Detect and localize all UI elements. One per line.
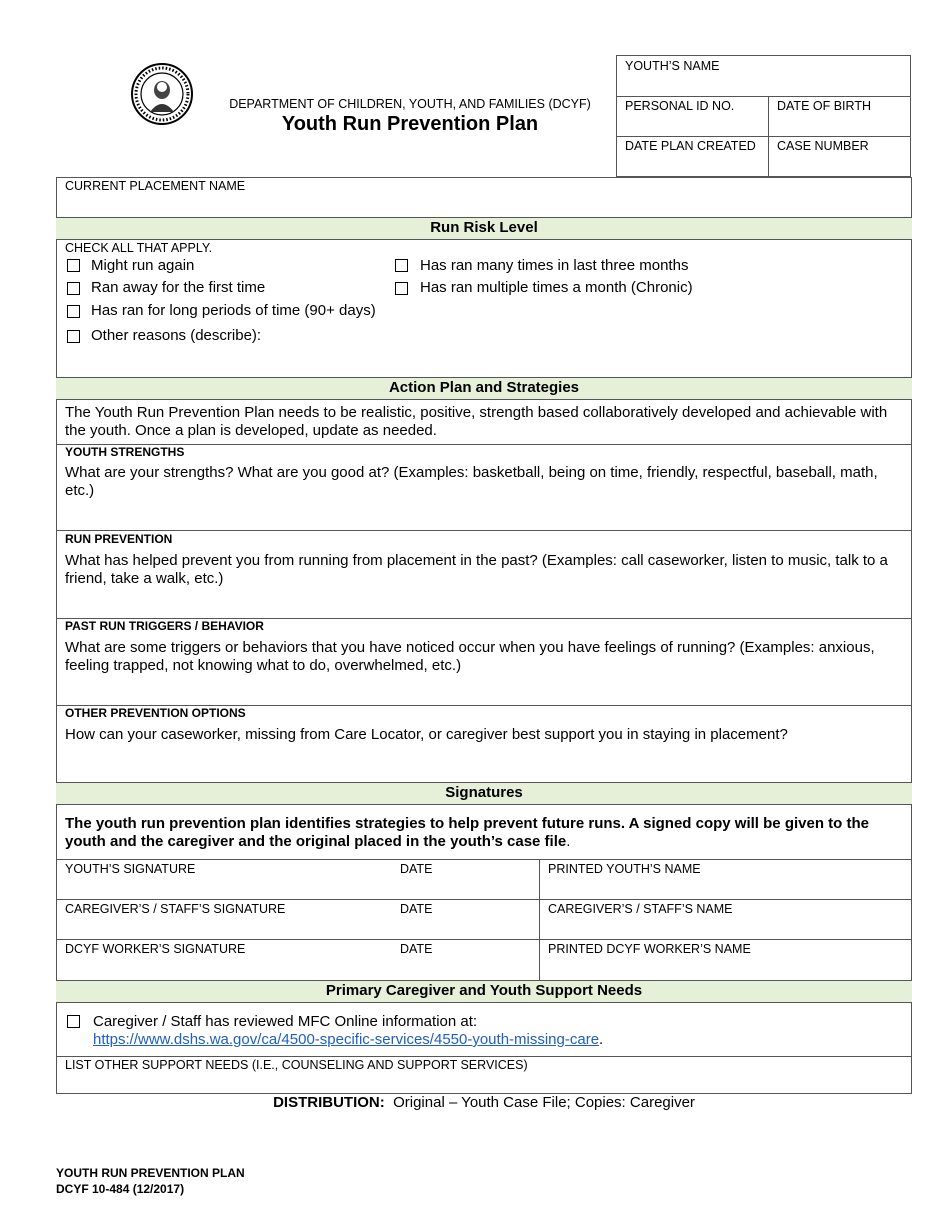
past-triggers-heading: PAST RUN TRIGGERS / BEHAVIOR: [65, 619, 264, 633]
other-options-heading: OTHER PREVENTION OPTIONS: [65, 706, 246, 720]
other-reasons-checkbox[interactable]: [67, 330, 80, 343]
state-seal-icon: [130, 62, 194, 126]
many-times-checkbox[interactable]: [395, 259, 408, 272]
case-number-field[interactable]: CASE NUMBER: [777, 139, 869, 153]
page-title: Youth Run Prevention Plan: [281, 113, 539, 135]
action-plan-header: [56, 377, 912, 400]
support-needs-header: [56, 980, 912, 1003]
other-support-needs-field[interactable]: LIST OTHER SUPPORT NEEDS (I.E., COUNSELING AND SUPPORT SERVICES): [65, 1058, 528, 1072]
signatures-statement-bold: The youth run prevention plan identifies strategies to help prevent future runs. A signed copy will be given to the youth and the caregiver and the original placed in the youth’s case file: [65, 815, 869, 850]
other-options-question[interactable]: How can your caseworker, missing from Care Locator, or caregiver best support you in staying in placement?: [65, 726, 788, 743]
action-plan-intro: The Youth Run Prevention Plan needs to be realistic, positive, strength based collaboratively developed and achievable with the youth. Once a plan is developed, update as needed.: [65, 404, 888, 439]
signatures-title: Signatures: [445, 784, 523, 801]
signatures-header: [56, 782, 912, 805]
youth-signature-date-field[interactable]: DATE: [400, 862, 433, 876]
date-plan-created-field[interactable]: DATE PLAN CREATED: [625, 139, 756, 153]
department-name: DEPARTMENT OF CHILDREN, YOUTH, AND FAMILIES (DCYF): [229, 97, 591, 111]
past-triggers-question[interactable]: What are some triggers or behaviors that you have noticed occur when you have feelings of running? (Examples: anxious, feeling trapped, not knowing what to do, overwhelmed, etc.): [65, 639, 875, 674]
other-reasons-label: Other reasons (describe):: [91, 327, 262, 344]
youth-strengths-question[interactable]: What are your strengths? What are you good at? (Examples: basketball, being on time, friendly, respectful, baseball, math, etc.): [65, 464, 878, 499]
mfc-reviewed-label: Caregiver / Staff has reviewed MFC Online information at:: [93, 1013, 478, 1030]
distribution-text: Original – Youth Case File; Copies: Caregiver: [393, 1094, 695, 1111]
might-run-again-checkbox[interactable]: [67, 259, 80, 272]
might-run-again-label: Might run again: [91, 257, 195, 274]
current-placement-field[interactable]: CURRENT PLACEMENT NAME: [65, 179, 246, 193]
footer-form-number: DCYF 10-484 (12/2017): [56, 1182, 185, 1196]
footer-form-name: YOUTH RUN PREVENTION PLAN: [56, 1166, 245, 1180]
youths-name-field[interactable]: YOUTH’S NAME: [625, 59, 720, 73]
youth-signature-field[interactable]: YOUTH’S SIGNATURE: [65, 862, 196, 876]
youth-strengths-heading: YOUTH STRENGTHS: [65, 445, 185, 459]
mfc-online-link[interactable]: https://www.dshs.wa.gov/ca/4500-specific-services/4550-youth-missing-care: [93, 1031, 600, 1048]
mfc-reviewed-checkbox[interactable]: [67, 1015, 80, 1028]
support-needs-title: Primary Caregiver and Youth Support Needs: [325, 982, 643, 999]
caregiver-name-field[interactable]: CAREGIVER’S / STAFF’S NAME: [548, 902, 733, 916]
caregiver-signature-date-field[interactable]: DATE: [400, 902, 433, 916]
mfc-link-line: [93, 1031, 603, 1049]
personal-id-field[interactable]: PERSONAL ID NO.: [625, 99, 735, 113]
ran-first-time-checkbox[interactable]: [67, 282, 80, 295]
check-all-instruction: CHECK ALL THAT APPLY.: [65, 241, 213, 255]
dcyf-worker-signature-field[interactable]: DCYF WORKER’S SIGNATURE: [65, 942, 246, 956]
run-prevention-question[interactable]: What has helped prevent you from running from placement in the past? (Examples: call caseworker, listen to music, talk to a friend, take a walk, etc.): [65, 552, 888, 587]
printed-dcyf-worker-name-field[interactable]: PRINTED DCYF WORKER’S NAME: [548, 942, 751, 956]
run-prevention-heading: RUN PREVENTION: [65, 532, 173, 546]
signatures-statement-end: .: [566, 833, 571, 850]
chronic-label: Has ran multiple times a month (Chronic): [420, 279, 693, 296]
distribution: [56, 1094, 912, 1112]
id-box: [616, 55, 911, 177]
long-periods-checkbox[interactable]: [67, 305, 80, 318]
ran-first-time-label: Ran away for the first time: [91, 279, 266, 296]
dcyf-worker-signature-date-field[interactable]: DATE: [400, 942, 433, 956]
long-periods-label: Has ran for long periods of time (90+ days): [91, 302, 376, 319]
run-risk-title: Run Risk Level: [430, 219, 538, 236]
many-times-label: Has ran many times in last three months: [420, 257, 689, 274]
distribution-label: DISTRIBUTION:: [273, 1094, 385, 1111]
run-risk-header: [56, 217, 912, 240]
signatures-statement: [65, 815, 903, 851]
mfc-link-end: .: [599, 1031, 604, 1048]
printed-youth-name-field[interactable]: PRINTED YOUTH’S NAME: [548, 862, 701, 876]
caregiver-signature-field[interactable]: CAREGIVER’S / STAFF’S SIGNATURE: [65, 902, 286, 916]
action-plan-title: Action Plan and Strategies: [388, 379, 580, 396]
chronic-checkbox[interactable]: [395, 282, 408, 295]
date-of-birth-field[interactable]: DATE OF BIRTH: [777, 99, 871, 113]
